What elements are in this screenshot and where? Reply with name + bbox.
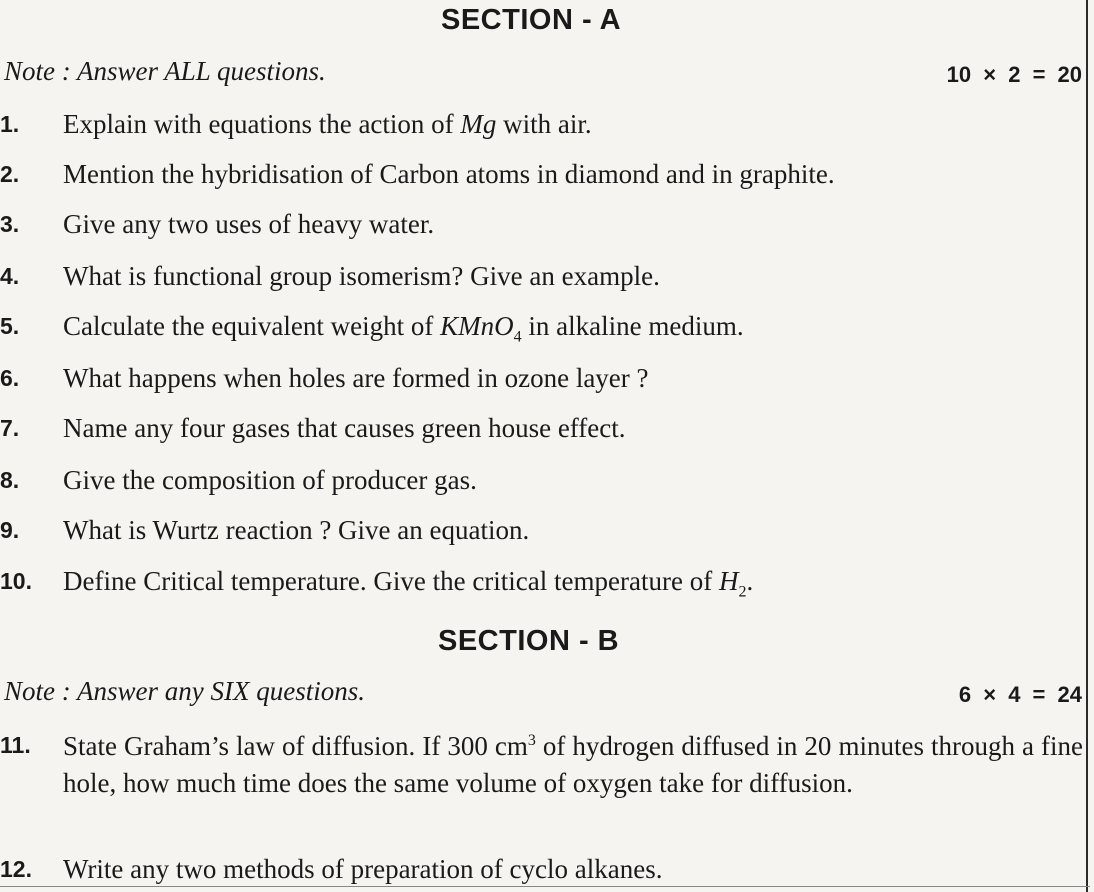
question-text: What is functional group isomerism? Give an example. — [63, 261, 660, 291]
question-number: 7. — [0, 415, 20, 441]
question-text: Write any two methods of preparation of cyclo alkanes. — [63, 854, 663, 884]
question-text: What is Wurtz reaction ? Give an equation. — [63, 515, 530, 545]
question-10 — [0, 566, 1084, 600]
question-1 — [0, 109, 1084, 143]
section-b-note: Note : Answer any SIX questions. — [4, 676, 365, 706]
question-text: State Graham’s law of diffusion. If 300 $cm^3$ of hydrogen diffused in 20 minutes through a fine hole, how much time does the same volume of oxygen take for diffusion. — [63, 731, 1083, 798]
question-text: Mention the hybridisation of Carbon atoms in diamond and in graphite. — [63, 159, 835, 189]
section-a-heading: SECTION - A — [441, 4, 622, 36]
section-a-note: Note : Answer ALL questions. — [4, 56, 326, 86]
section-a-marks: 10 × 2 = 20 — [946, 62, 1082, 87]
question-number: 8. — [0, 467, 20, 493]
question-5 — [0, 311, 1084, 345]
question-2 — [0, 159, 1084, 193]
question-7 — [0, 413, 1084, 447]
question-number: 1. — [0, 111, 20, 137]
question-8 — [0, 465, 1084, 499]
question-text: Calculate the equivalent weight of KMnO$_4$ in alkaline medium. — [63, 311, 744, 346]
question-number: 4. — [0, 263, 20, 289]
question-9 — [0, 515, 1084, 549]
question-3 — [0, 209, 1084, 243]
question-12 — [0, 854, 1084, 888]
question-text: Define Critical temperature. Give the critical temperature of $H_2$. — [63, 566, 754, 601]
question-number: 5. — [0, 313, 20, 339]
question-number: 9. — [0, 517, 20, 543]
question-text: Explain with equations the action of Mg with air. — [63, 109, 592, 139]
question-number: 11. — [0, 732, 31, 758]
question-6 — [0, 363, 1084, 397]
right-border-rule — [1086, 0, 1088, 892]
section-b-heading: SECTION - B — [438, 625, 620, 657]
question-4 — [0, 261, 1084, 295]
question-number: 6. — [0, 365, 20, 391]
question-number: 3. — [0, 211, 20, 237]
section-b-marks: 6 × 4 = 24 — [958, 682, 1082, 707]
question-number: 12. — [0, 856, 32, 882]
question-text: Give any two uses of heavy water. — [63, 209, 435, 239]
question-text: Name any four gases that causes green house effect. — [63, 413, 626, 443]
question-text: What happens when holes are formed in ozone layer ? — [63, 363, 649, 393]
question-number: 10. — [0, 568, 32, 594]
question-text: Give the composition of producer gas. — [63, 465, 477, 495]
question-number: 2. — [0, 161, 20, 187]
